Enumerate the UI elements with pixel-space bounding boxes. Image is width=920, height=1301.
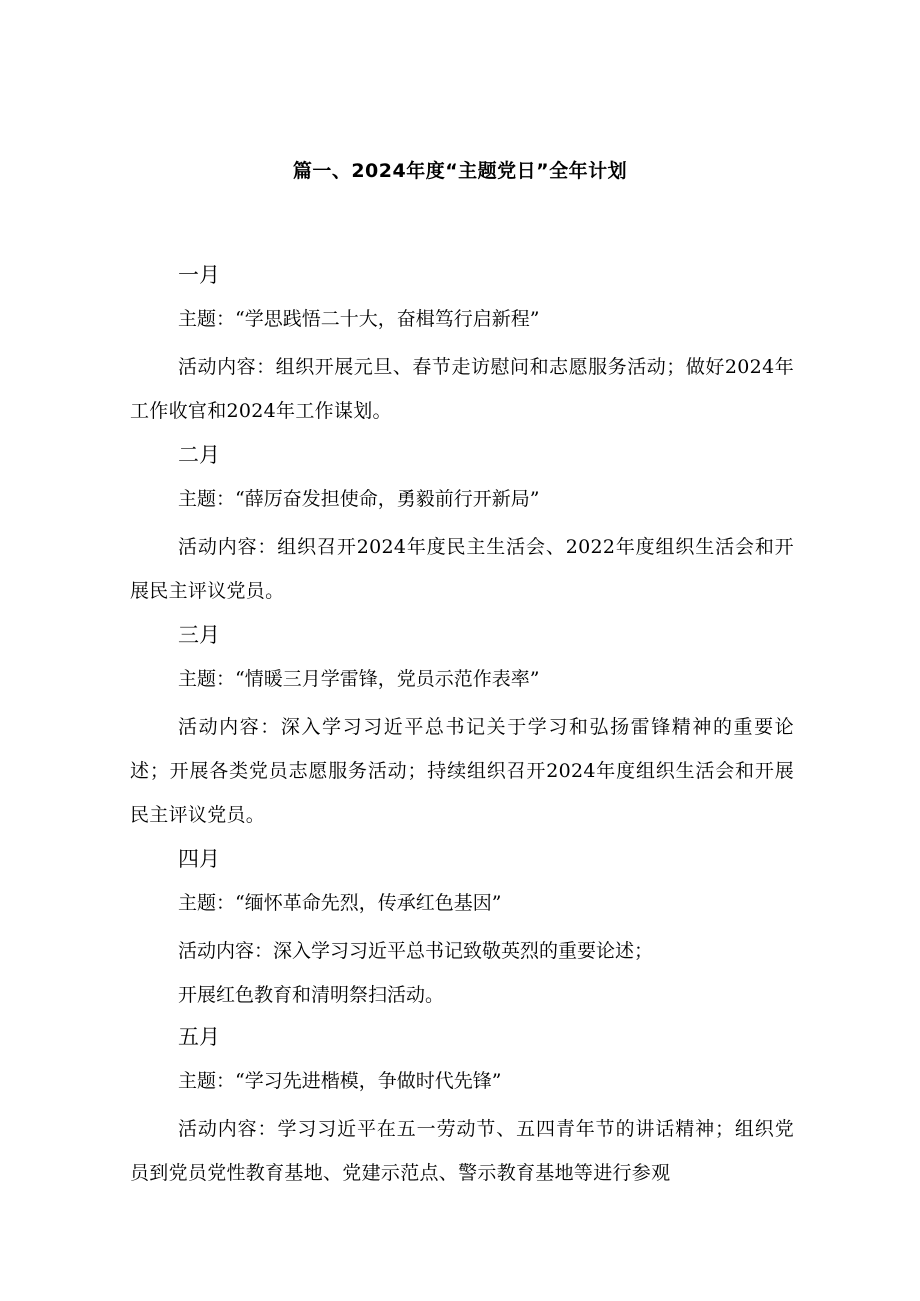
month-activity: 活动内容：深入学习习近平总书记关于学习和弘扬雷锋精神的重要论述；开展各类党员志愿服务活动；持续组织召开2024年度组织生活会和开展民主评议党员。 — [130, 716, 794, 826]
month-section-february — [130, 435, 794, 613]
month-heading: 一月 — [178, 263, 220, 287]
month-theme: 主题：“学思践悟二十大，奋楫笃行启新程” — [178, 308, 540, 330]
month-activity-line: 活动内容：深入学习习近平总书记致敬英烈的重要论述； — [178, 940, 654, 962]
month-heading: 五月 — [178, 1025, 220, 1049]
month-heading: 二月 — [178, 443, 220, 467]
month-section-may — [130, 1017, 794, 1195]
document-title: 篇一、2024年度“主题党日”全年计划 — [292, 160, 628, 182]
document-body — [130, 255, 794, 1197]
month-activity: 活动内容：学习习近平在五一劳动节、五四青年节的讲话精神；组织党员到党员党性教育基地、党建示范点、警示教育基地等进行参观 — [130, 1118, 794, 1184]
month-section-march — [130, 615, 794, 837]
month-heading: 三月 — [178, 623, 220, 647]
month-theme: 主题：“薛厉奋发担使命，勇毅前行开新局” — [178, 488, 540, 510]
month-section-january — [130, 255, 794, 433]
month-heading: 四月 — [178, 847, 220, 871]
month-theme: 主题：“情暖三月学雷锋，党员示范作表率” — [178, 668, 540, 690]
month-section-april — [130, 839, 794, 1017]
month-activity: 活动内容：组织开展元旦、春节走访慰问和志愿服务活动；做好2024年工作收官和2024年工作谋划。 — [130, 356, 794, 422]
month-theme: 主题：“缅怀革命先烈，传承红色基因” — [178, 892, 502, 914]
month-activity-line: 开展红色教育和清明祭扫活动。 — [178, 984, 445, 1006]
month-theme: 主题：“学习先进楷模，争做时代先锋” — [178, 1070, 502, 1092]
month-activity: 活动内容：组织召开2024年度民主生活会、2022年度组织生活会和开展民主评议党员。 — [130, 536, 794, 602]
